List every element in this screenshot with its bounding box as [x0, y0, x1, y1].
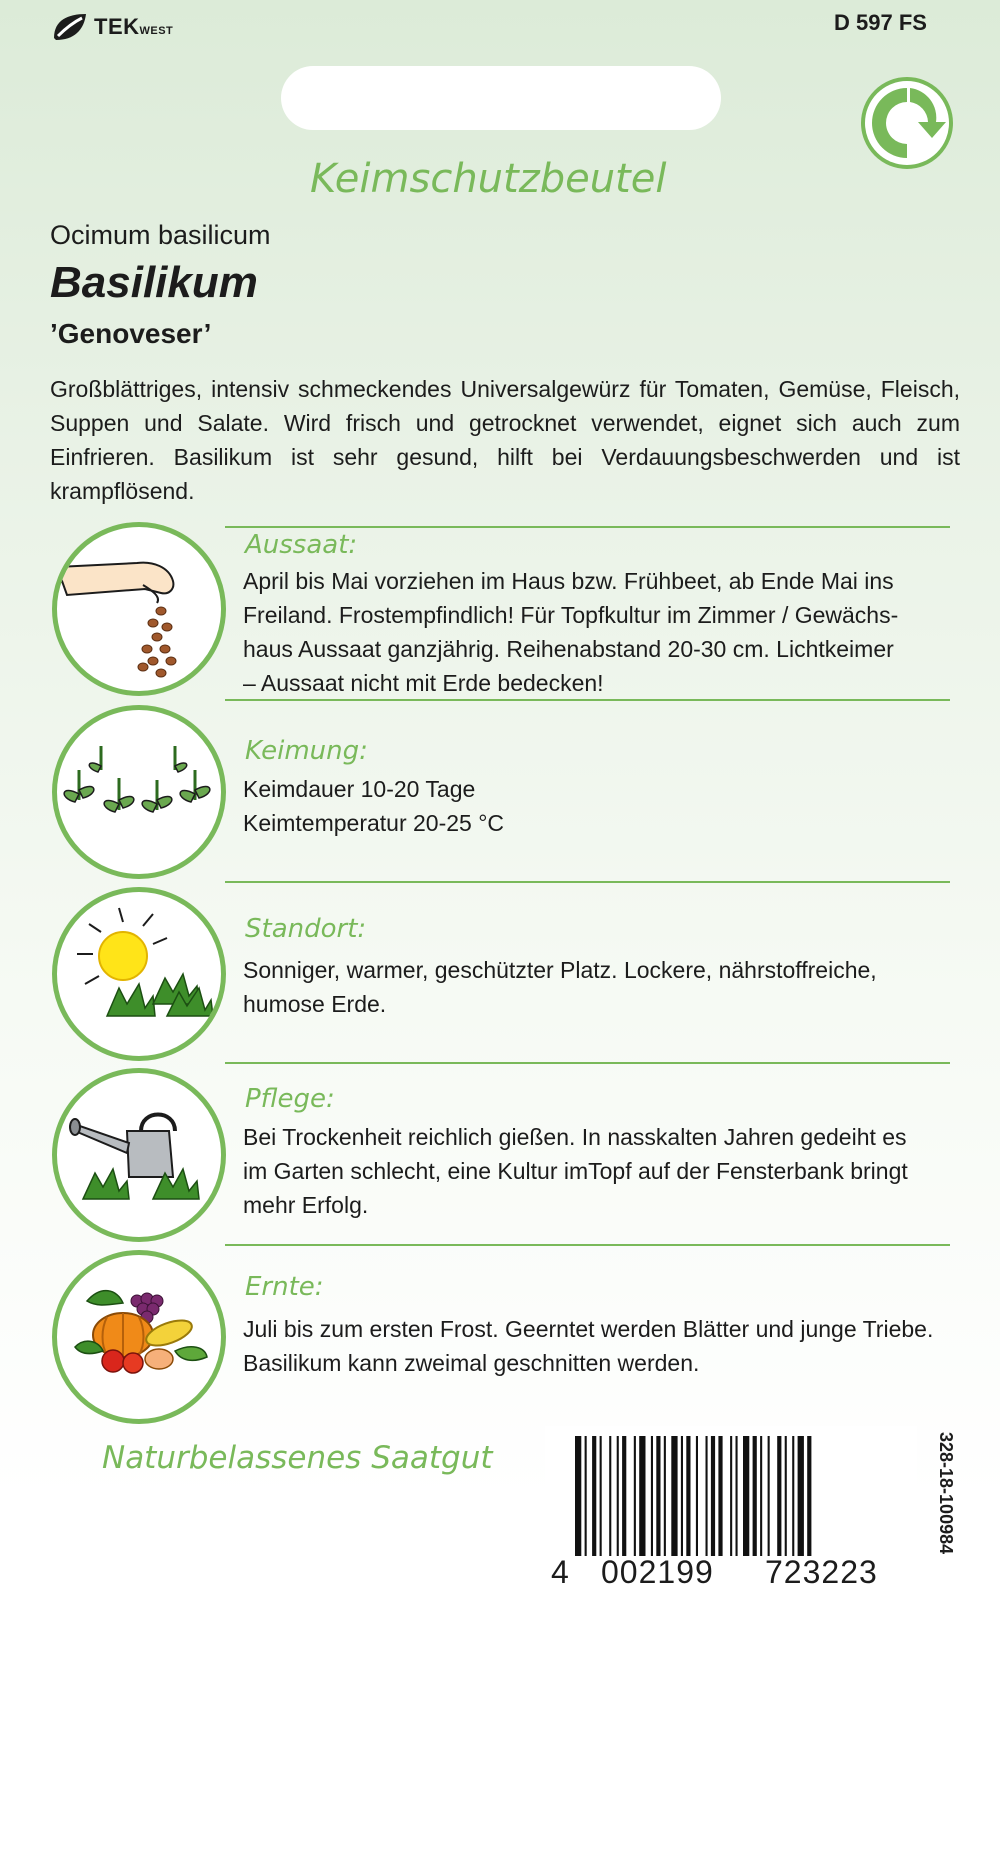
section-divider	[225, 1244, 950, 1246]
barcode-bar	[730, 1436, 732, 1556]
barcode-bar	[575, 1436, 581, 1556]
product-name: Basilikum	[50, 258, 258, 307]
section-divider	[225, 526, 950, 528]
section-body-pflege	[243, 1120, 948, 1222]
barcode	[575, 1436, 915, 1556]
section-divider	[225, 1062, 950, 1064]
body-line: April bis Mai vorziehen im Haus bzw. Frühbeet, ab Ende Mai ins	[243, 568, 894, 594]
barcode-bar	[798, 1436, 804, 1556]
watering-can-icon	[57, 1073, 221, 1237]
barcode-digits-right: 723223	[765, 1554, 878, 1590]
body-line: Keimtemperatur 20-25 °C	[243, 810, 505, 836]
latin-name: Ocimum basilicum	[50, 220, 271, 250]
brand-name: TEK	[94, 14, 140, 39]
barcode-bar	[592, 1436, 596, 1556]
barcode-bar	[600, 1436, 602, 1556]
barcode-bar	[736, 1436, 738, 1556]
barcode-bar	[718, 1436, 722, 1556]
side-code: 328-18-100984	[936, 1432, 956, 1555]
body-line: im Garten schlecht, eine Kultur imTopf auf der Fensterbank bringt	[243, 1158, 908, 1184]
body-line: – Aussaat nicht mit Erde bedecken!	[243, 670, 604, 696]
harvest-icon	[57, 1255, 221, 1419]
barcode-bar	[807, 1436, 811, 1556]
section-title-standort: Standort:	[245, 914, 367, 944]
barcode-bar	[609, 1436, 611, 1556]
seedlings-icon	[57, 710, 221, 874]
section-title-pflege: Pflege:	[245, 1084, 335, 1114]
section-title-keimung: Keimung:	[245, 736, 368, 766]
barcode-digit-first: 4	[551, 1554, 570, 1590]
germination-icon-circle	[52, 705, 226, 879]
body-line: mehr Erfolg.	[243, 1192, 369, 1218]
barcode-bar	[671, 1436, 677, 1556]
barcode-bar	[585, 1436, 587, 1556]
barcode-digits-left: 002199	[601, 1554, 714, 1590]
body-line: Bei Trockenheit reichlich gießen. In nasskalten Jahren gedeiht es	[243, 1124, 907, 1150]
barcode-bar	[753, 1436, 757, 1556]
sun-plants-icon	[57, 892, 221, 1056]
barcode-bar	[785, 1436, 787, 1556]
body-line: humose Erde.	[243, 991, 387, 1017]
body-line: Keimdauer 10-20 Tage	[243, 776, 476, 802]
seed-tagline: Naturbelassenes Saatgut	[102, 1440, 493, 1476]
body-line: haus Aussaat ganzjährig. Reihenabstand 20-30 cm. Lichtkeimer	[243, 636, 894, 662]
body-line: Sonniger, warmer, geschützter Platz. Lockere, nährstoffreiche,	[243, 957, 877, 983]
location-icon-circle	[52, 887, 226, 1061]
variety-name: ’Genoveser’	[50, 318, 212, 349]
leaf-logo-icon	[50, 12, 90, 42]
barcode-bar	[651, 1436, 653, 1556]
barcode-bar	[696, 1436, 698, 1556]
section-title-aussaat: Aussaat:	[245, 530, 358, 560]
section-body-aussaat	[243, 564, 948, 700]
barcode-bar	[634, 1436, 636, 1556]
barcode-bar	[768, 1436, 770, 1556]
brand-logo	[50, 10, 210, 44]
product-description: Großblättriges, intensiv schmeckendes Universalgewürz für Tomaten, Gemüse, Fleisch, Suppen und Salate. Wird frisch und getrocknet verwendet, eignet sich auch zum Einfrieren. Basilikum ist sehr gesund, hilft bei Verdauungsbeschwerden und ist krampflösend.	[50, 376, 960, 504]
harvest-icon-circle	[52, 1250, 226, 1424]
care-icon-circle	[52, 1068, 226, 1242]
body-line: Basilikum kann zweimal geschnitten werden.	[243, 1350, 700, 1376]
barcode-bar	[681, 1436, 683, 1556]
barcode-bar	[622, 1436, 626, 1556]
section-divider	[225, 881, 950, 883]
barcode-bar	[743, 1436, 749, 1556]
sowing-hand-icon	[57, 527, 221, 691]
barcode-area	[545, 1426, 917, 1598]
barcode-bar	[760, 1436, 762, 1556]
barcode-bar	[639, 1436, 645, 1556]
barcode-bar	[656, 1436, 660, 1556]
sowing-icon-circle	[52, 522, 226, 696]
recycling-green-dot-icon	[860, 76, 954, 170]
bag-type-label: Keimschutzbeutel	[310, 156, 667, 202]
section-body-keimung	[243, 772, 948, 840]
barcode-bar	[664, 1436, 666, 1556]
body-line: Freiland. Frostempfindlich! Für Topfkultur im Zimmer / Gewächs-	[243, 602, 899, 628]
body-line: Juli bis zum ersten Frost. Geerntet werden Blätter und junge Triebe.	[243, 1316, 934, 1342]
section-body-ernte	[243, 1312, 948, 1380]
section-body-standort	[243, 953, 948, 1021]
barcode-bar	[686, 1436, 690, 1556]
brand-name-small: WEST	[139, 25, 174, 37]
barcode-bar	[792, 1436, 794, 1556]
barcode-bar	[706, 1436, 708, 1556]
barcode-bar	[617, 1436, 619, 1556]
section-title-ernte: Ernte:	[245, 1272, 324, 1302]
label-field	[281, 66, 721, 130]
barcode-bar	[777, 1436, 781, 1556]
product-code: D 597 FS	[834, 10, 927, 35]
barcode-bar	[711, 1436, 715, 1556]
